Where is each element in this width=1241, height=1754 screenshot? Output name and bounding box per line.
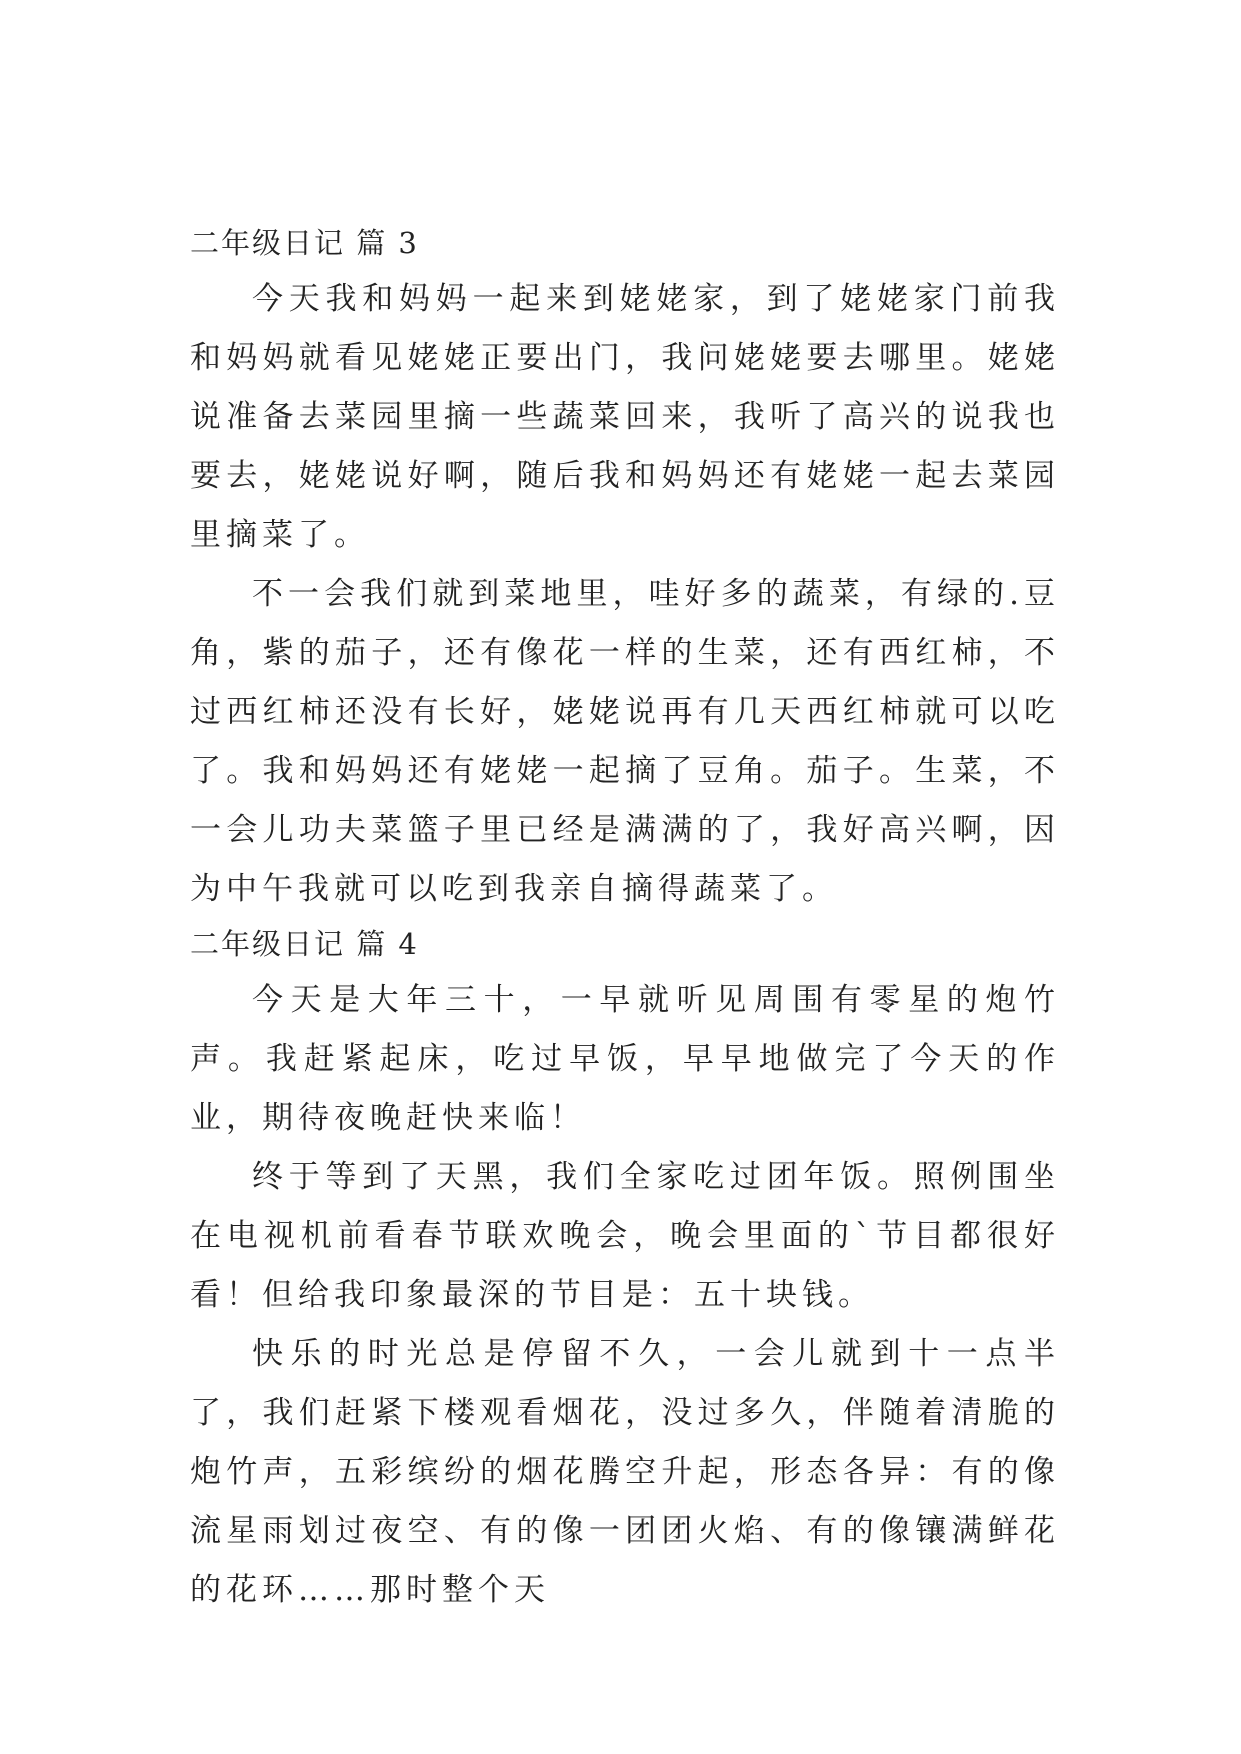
entry-heading: 二年级日记 篇 3 xyxy=(190,226,419,260)
entry-heading: 二年级日记 篇 4 xyxy=(190,927,419,961)
paragraph: 快乐的时光总是停留不久，一会儿就到十一点半了，我们赶紧下楼观看烟花，没过多久，伴随着清脆的炮竹声，五彩缤纷的烟花腾空升起，形态各异：有的像流星雨划过夜空、有的像一团团火焰、有的像镶满鲜花的花环……那时整个天 xyxy=(190,1336,1060,1608)
diary-entry-4 xyxy=(190,917,1060,1620)
diary-entry-3 xyxy=(190,216,1060,919)
paragraph: 不一会我们就到菜地里，哇好多的蔬菜，有绿的.豆角，紫的茄子，还有像花一样的生菜，还有西红柿，不过西红柿还没有长好，姥姥说再有几天西红柿就可以吃了。我和妈妈还有姥姥一起摘了豆角。茄子。生菜，不一会儿功夫菜篮子里已经是满满的了，我好高兴啊，因为中午我就可以吃到我亲自摘得蔬菜了。 xyxy=(190,576,1060,907)
paragraph: 终于等到了天黑，我们全家吃过团年饭。照例围坐在电视机前看春节联欢晚会，晚会里面的`节目都很好看！但给我印象最深的节目是：五十块钱。 xyxy=(190,1159,1060,1313)
paragraph: 今天是大年三十，一早就听见周围有零星的炮竹声。我赶紧起床，吃过早饭，早早地做完了今天的作业，期待夜晚赶快来临！ xyxy=(190,982,1060,1136)
paragraph: 今天我和妈妈一起来到姥姥家，到了姥姥家门前我和妈妈就看见姥姥正要出门，我问姥姥要去哪里。姥姥说准备去菜园里摘一些蔬菜回来，我听了高兴的说我也要去，姥姥说好啊，随后我和妈妈还有姥姥一起去菜园里摘菜了。 xyxy=(190,281,1060,553)
